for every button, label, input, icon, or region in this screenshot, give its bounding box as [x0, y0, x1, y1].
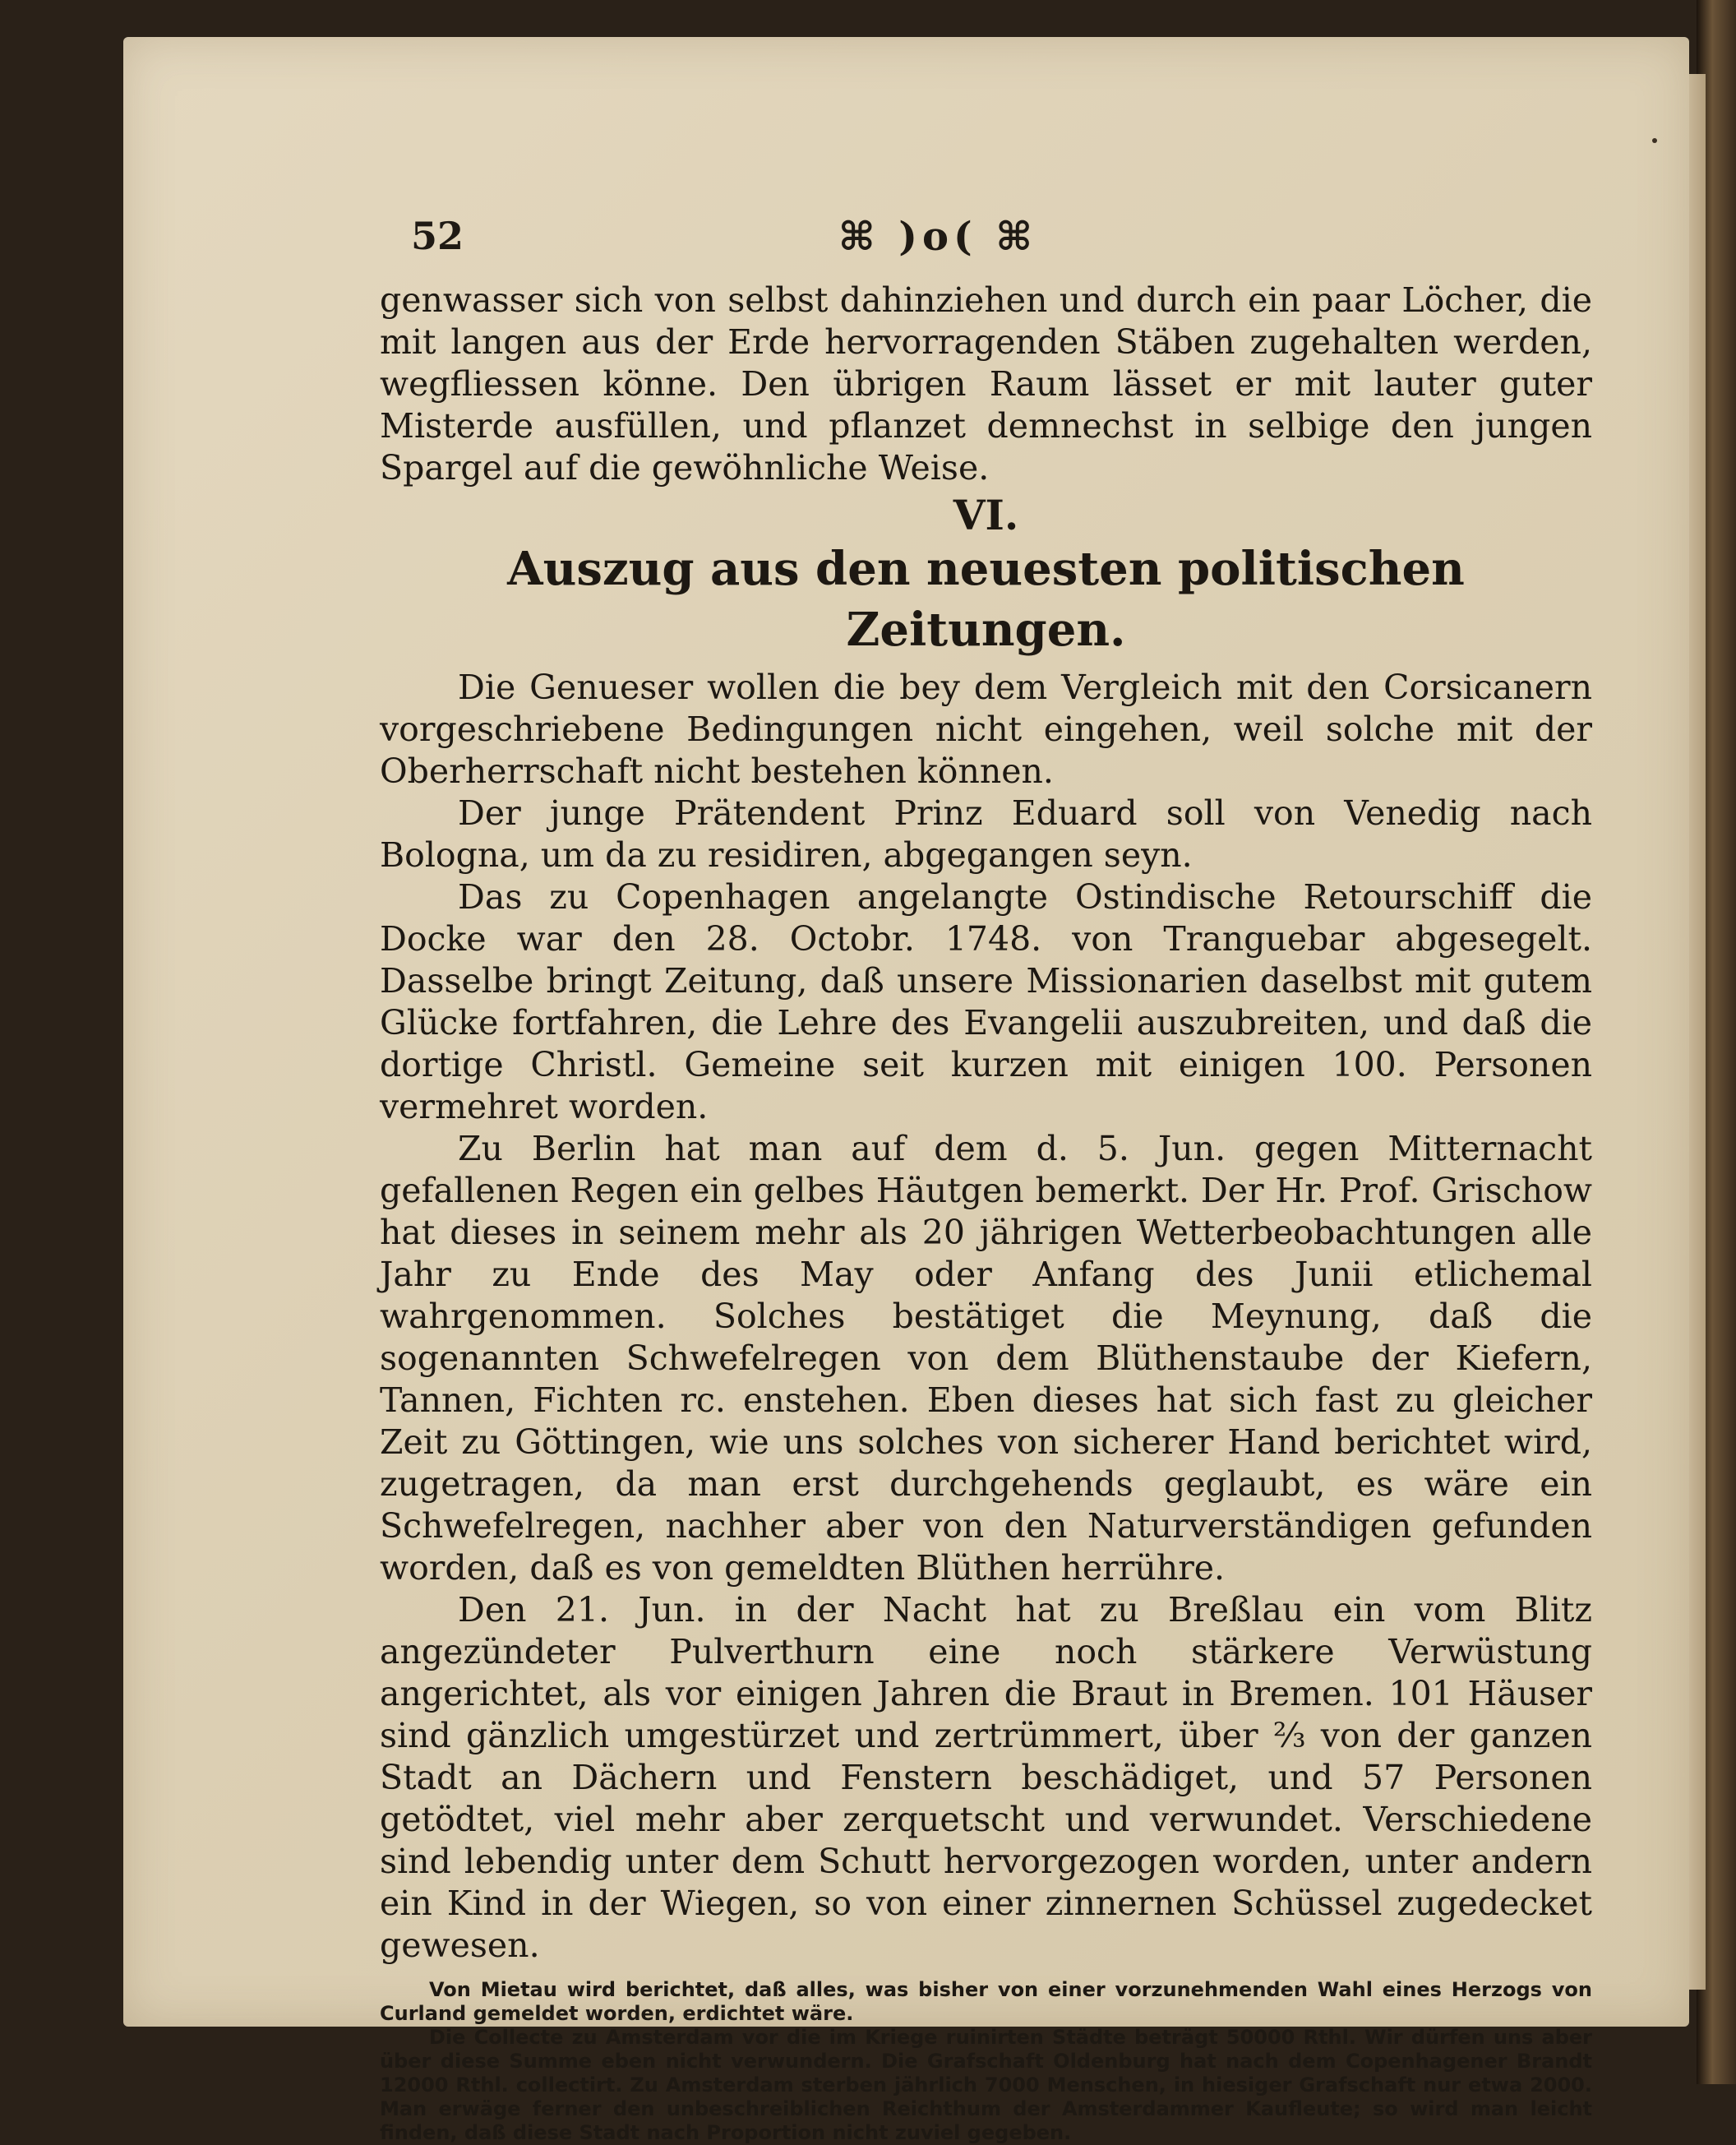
news-paragraph-genoa: Die Genueser wollen die bey dem Vergleich mit den Corsicanern vorgeschriebene Bedingungen nicht eingehen, weil solche mit der Oberherrschaft nicht bestehen können. [380, 668, 1592, 791]
footnotes [380, 1978, 1592, 2145]
news-paragraph-breslau: Den 21. Jun. in der Nacht hat zu Breßlau ein vom Blitz angezündeter Pulverthurn eine noch stärkere Verwüstung angerichtet, als vor einigen Jahren die Braut in Bremen. 101 Häuser sind gänzlich umgestürzet und zertrümmert, über ⅔ von der ganzen Stadt an Dächern und Fenstern beschädiget, und 57 Personen getödtet, viel mehr aber zerquetscht und verwundet. Verschiedene sind lebendig unter dem Schutt hervorgezogen worden, unter andern ein Kind in der Wiegen, so von einer zinnernen Schüssel zugedecket gewesen. [380, 1590, 1592, 1965]
news-paragraph-berlin: Zu Berlin hat man auf dem d. 5. Jun. gegen Mitternacht gefallenen Regen ein gelbes Häutgen bemerkt. Der Hr. Prof. Grischow hat dieses in seinem mehr als 20 jährigen Wetterbeobachtungen alle Jahr zu Ende des May oder Anfang des Junii etlichemal wahrgenommen. Solches bestätiget die Meynung, daß die sogenannten Schwefelregen von dem Blüthenstaube der Kiefern, Tannen, Fichten rc. enstehen. Eben dieses hat sich fast zu gleicher Zeit zu Göttingen, wie uns solches von sicherer Hand berichtet wird, zugetragen, da man erst durchgehends geglaubt, es wäre ein Schwefelregen, nachher aber von den Naturverständigen gefunden worden, daß es von gemeldten Blüthen herrühre. [380, 1129, 1592, 1588]
section-title: Auszug aus den neuesten politischen Zeitungen. [507, 542, 1465, 657]
news-paragraph-pretender: Der junge Prätendent Prinz Eduard soll von Venedig nach Bologna, um da zu residiren, abgegangen seyn. [380, 793, 1592, 875]
footnote-amsterdam: Die Collecte zu Amsterdam vor die im Kriege ruinirten Städte beträgt 50000 Rthl. Wir dürfen uns aber über diese Summe eben nicht verwundern. Die Grafschaft Oldenburg hat nach dem Copenhagener Brandt 12000 Rthl. collectirt. Zu Amsterdam sterben jährlich 7000 Menschen, in hiesiger Grafschaft nur etwa 2000. Man erwäge ferner den unbeschreiblichen Reichthum der Amsterdammer Kaufleute; so wird man leicht finden, daß diese Stadt nach Proportion nicht zuviel gegeben. [380, 2026, 1592, 2144]
adjacent-page-edge [1687, 74, 1706, 1990]
page-number: 52 [411, 214, 464, 258]
paragraph-continuation: genwasser sich von selbst dahinziehen und durch ein paar Löcher, die mit langen aus der Erde hervorragenden Stäben zugehalten werden, wegfliessen könne. Den übrigen Raum lässet er mit lauter guter Misterde ausfüllen, und pflanzet demnechst in selbige den jungen Spargel auf die gewöhnliche Weise. [380, 280, 1592, 488]
section-number: VI. [953, 491, 1019, 539]
ink-speck [1652, 138, 1657, 143]
footnote-mietau: Von Mietau wird berichtet, daß alles, was bisher von einer vorzunehmenden Wahl eines Herzogs von Curland gemeldet worden, erdichtet wäre. [380, 1978, 1592, 2025]
page-body [380, 280, 1592, 2145]
page-header [271, 214, 1578, 263]
header-ornament: ⌘ )o( ⌘ [838, 214, 1037, 260]
news-paragraph-copenhagen: Das zu Copenhagen angelangte Ostindische Retourschiff die Docke war den 28. Octobr. 1748. von Tranguebar abgesegelt. Dasselbe bringt Zeitung, daß unsere Missionarien daselbst mit gutem Glücke fortfahren, die Lehre des Evangelii auszubreiten, und daß die dortige Christl. Gemeine seit kurzen mit einigen 100. Personen vermehret worden. [380, 877, 1592, 1126]
